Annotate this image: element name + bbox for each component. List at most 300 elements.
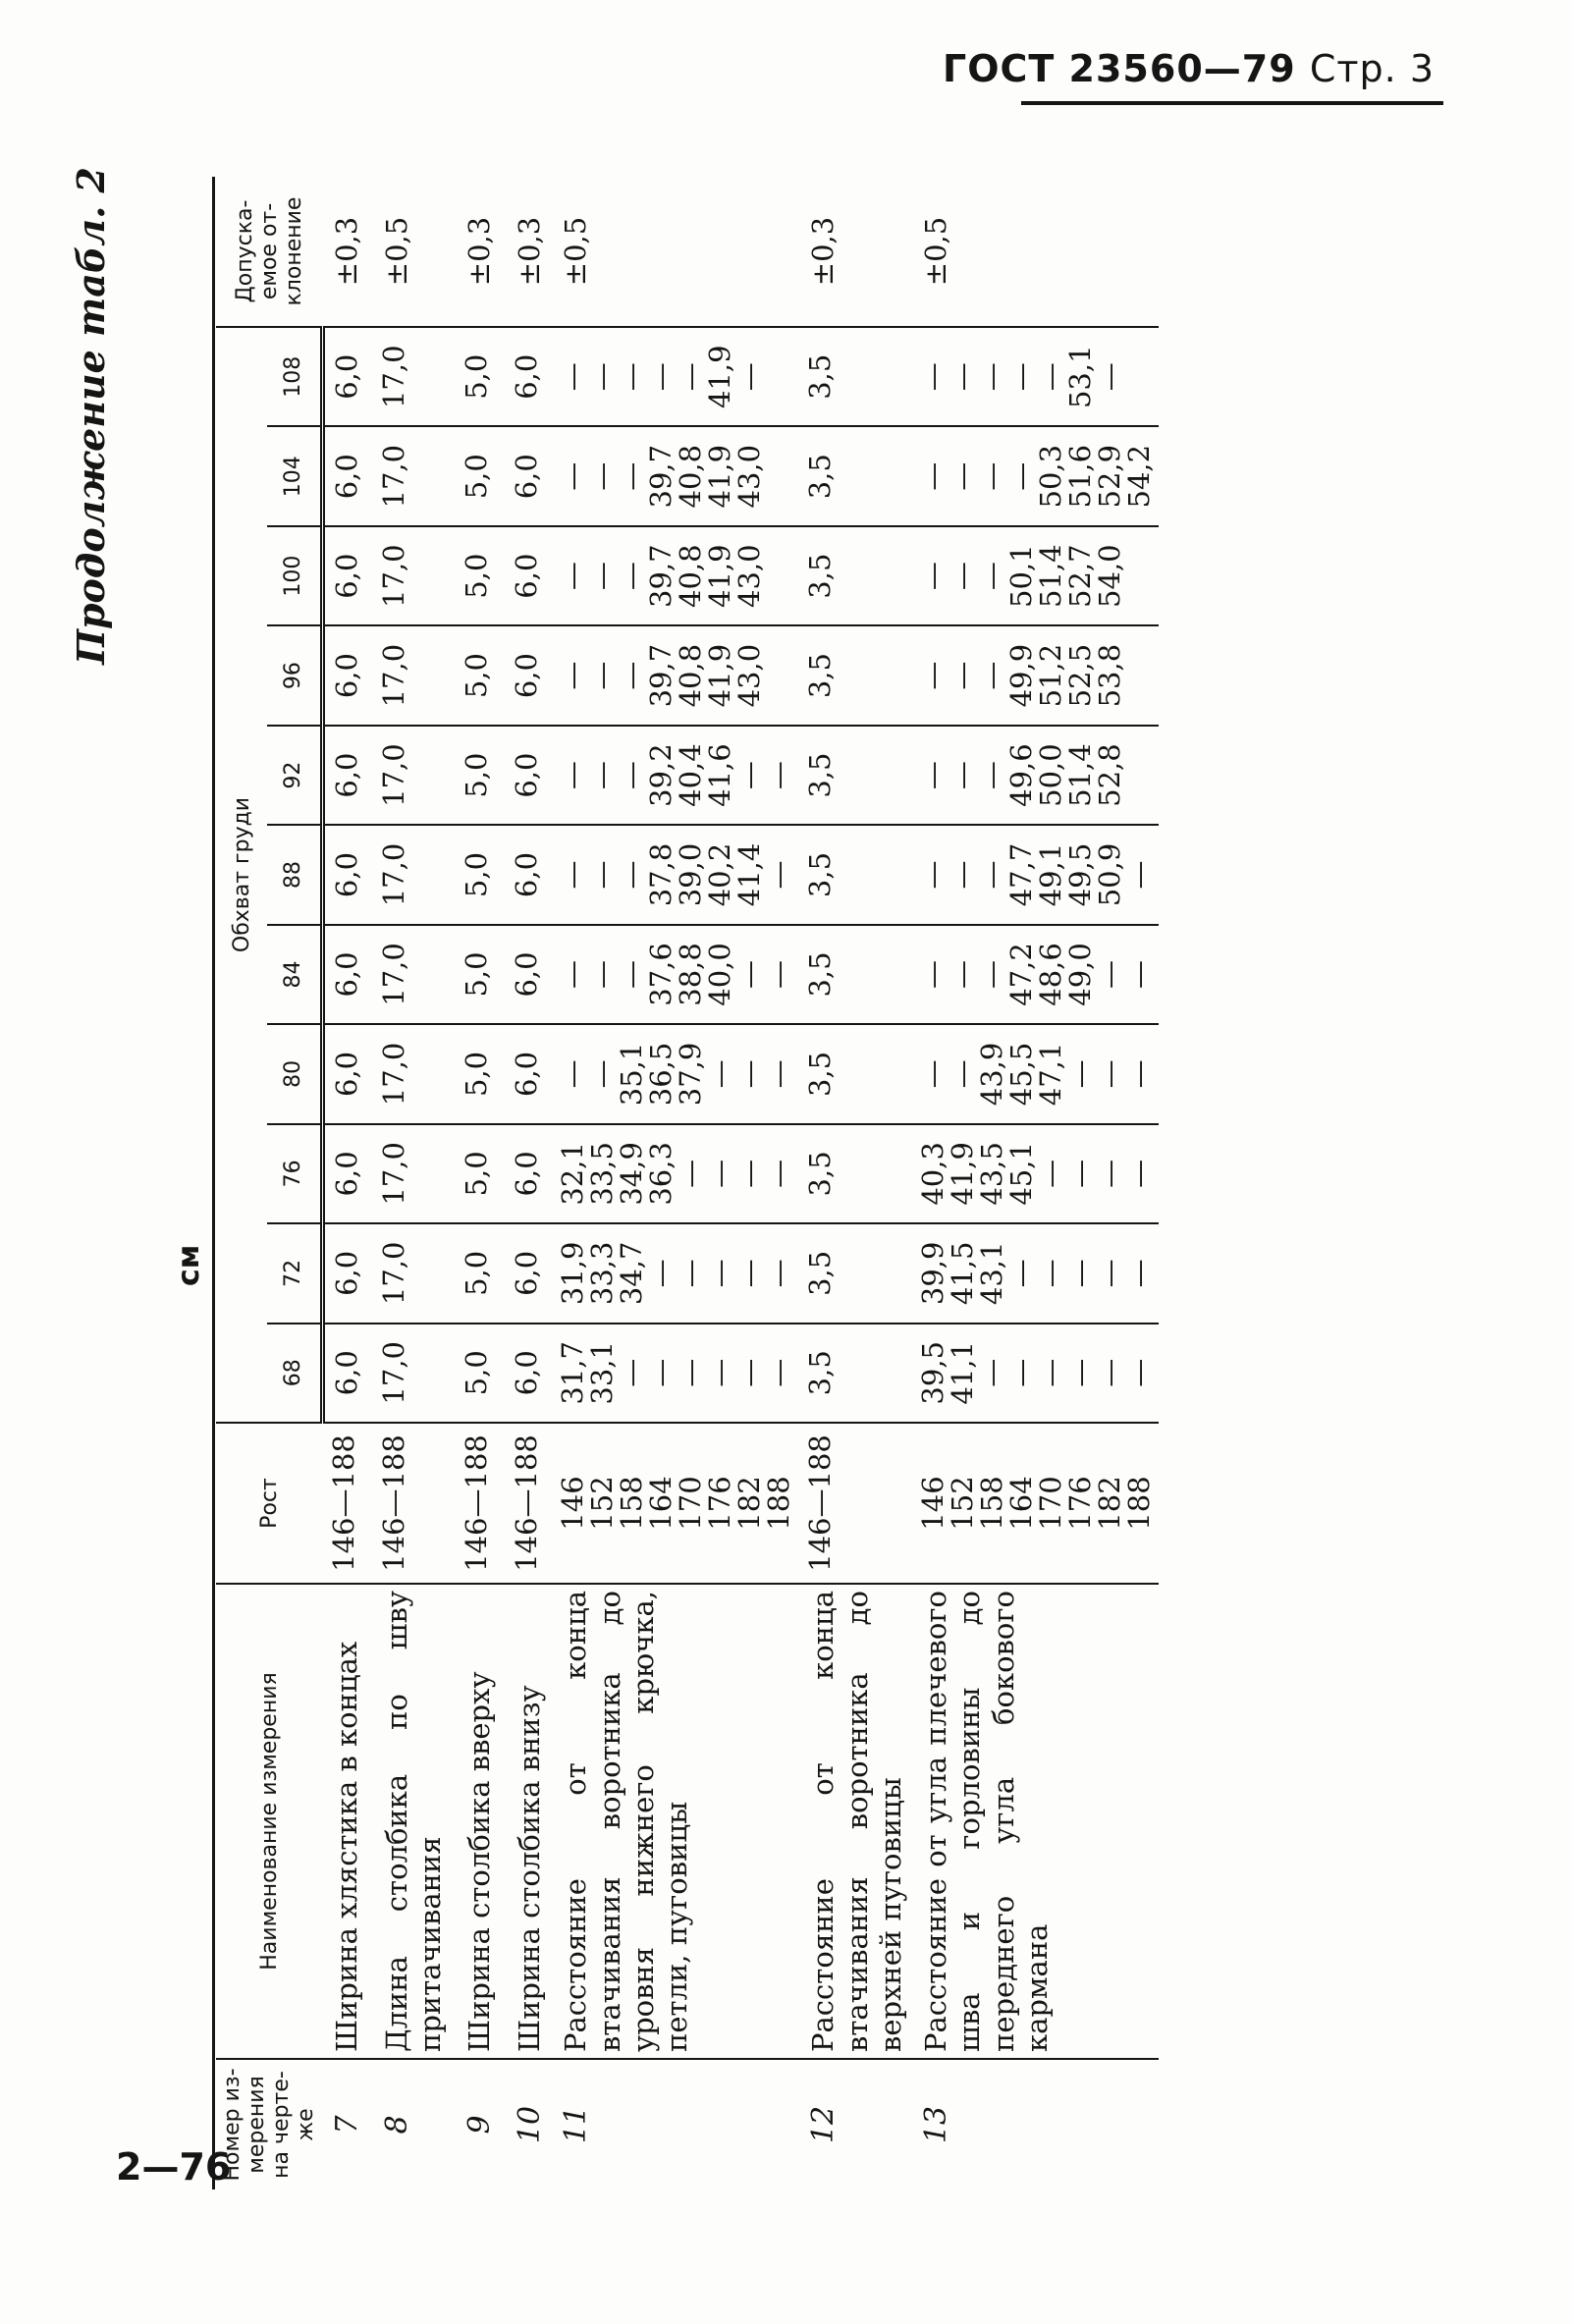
cell-value: 5,0 bbox=[460, 1151, 494, 1197]
value-cell-chest-100 bbox=[798, 526, 915, 625]
value-cell-chest-68 bbox=[372, 1324, 455, 1423]
value-cell-chest-80 bbox=[505, 1024, 555, 1123]
value-cell-chest-96 bbox=[505, 625, 555, 725]
cell-value: 3,5 bbox=[803, 951, 838, 998]
value-cell-chest-76 bbox=[372, 1124, 455, 1223]
value-cell-chest-76 bbox=[455, 1124, 505, 1223]
header-name: Наименование измерения bbox=[216, 1584, 322, 2059]
value-cell-chest-80 bbox=[322, 1024, 372, 1123]
cell-value: — bbox=[762, 959, 796, 989]
cell-value: 34,7 bbox=[615, 1241, 649, 1306]
cell-value: 36,3 bbox=[644, 1142, 678, 1206]
height-value: 164 bbox=[1004, 1476, 1039, 1531]
height-value: 170 bbox=[1034, 1476, 1068, 1531]
header-chest-104: 104 bbox=[267, 426, 322, 525]
header-chest-group: Обхват груди bbox=[216, 327, 267, 1423]
cell-value: 37,6 bbox=[644, 943, 678, 1006]
cell-value: 3,5 bbox=[803, 653, 838, 699]
cell-value: — bbox=[585, 661, 620, 690]
cell-value: — bbox=[1034, 1159, 1068, 1188]
measurement-name: Ширина хлястика в концах bbox=[322, 1584, 372, 2059]
cell-value: 6,0 bbox=[329, 951, 363, 998]
cell-value: 17,0 bbox=[377, 444, 410, 509]
table-row bbox=[555, 177, 798, 2189]
standard-number: ГОСТ 23560—79 bbox=[943, 47, 1296, 90]
value-cell-chest-80 bbox=[555, 1024, 798, 1123]
measurement-number: 8 bbox=[380, 2115, 414, 2135]
value-cell-chest-72 bbox=[505, 1223, 555, 1323]
cell-value: — bbox=[975, 661, 1009, 690]
header-chest-80: 80 bbox=[267, 1024, 322, 1123]
value-cell-chest-88 bbox=[505, 825, 555, 924]
value-cell-chest-92 bbox=[455, 726, 505, 825]
cell-value: 34,9 bbox=[615, 1142, 649, 1206]
cell-value: — bbox=[615, 461, 649, 491]
cell-value: — bbox=[556, 661, 590, 690]
tolerance-value: ±0,3 bbox=[798, 177, 915, 327]
cell-value: 41,4 bbox=[732, 842, 767, 907]
header-height: Рост bbox=[216, 1423, 322, 1584]
value-cell-chest-92 bbox=[798, 726, 915, 825]
height-cell bbox=[798, 1423, 915, 1584]
cell-value: — bbox=[615, 959, 649, 989]
tolerance-value: ±0,5 bbox=[555, 177, 798, 327]
value-cell-chest-88 bbox=[372, 825, 455, 924]
cell-value: — bbox=[916, 661, 950, 690]
cell-value: 53,1 bbox=[1063, 345, 1098, 409]
value-cell-chest-92 bbox=[505, 726, 555, 825]
value-cell-chest-96 bbox=[555, 625, 798, 725]
cell-value: 49,1 bbox=[1034, 842, 1068, 907]
cell-value: — bbox=[946, 461, 980, 491]
value-cell-chest-88 bbox=[455, 825, 505, 924]
cell-value: 17,0 bbox=[377, 842, 410, 907]
table-body bbox=[322, 177, 1159, 2189]
cell-value: — bbox=[644, 1358, 678, 1387]
cell-value: 45,1 bbox=[1004, 1142, 1039, 1206]
cell-value: 6,0 bbox=[510, 1151, 544, 1197]
cell-value: — bbox=[916, 562, 950, 591]
cell-value: — bbox=[916, 461, 950, 491]
cell-value: 17,0 bbox=[377, 544, 410, 608]
cell-value: — bbox=[644, 362, 678, 392]
cell-value: 6,0 bbox=[329, 1051, 363, 1097]
cell-value: — bbox=[1122, 959, 1157, 989]
value-cell-chest-92 bbox=[915, 726, 1159, 825]
cell-value: 6,0 bbox=[329, 454, 363, 500]
table-row bbox=[915, 177, 1159, 2189]
value-cell-chest-108 bbox=[555, 327, 798, 426]
tolerance-value: ±0,3 bbox=[505, 177, 555, 327]
cell-value: — bbox=[916, 1059, 950, 1089]
cell-value: — bbox=[1063, 1358, 1098, 1387]
table-row bbox=[372, 177, 455, 2189]
cell-value: 51,6 bbox=[1063, 444, 1098, 509]
value-cell-chest-96 bbox=[322, 625, 372, 725]
cell-value: 17,0 bbox=[377, 743, 410, 807]
rotated-table-page bbox=[69, 147, 1453, 2229]
cell-value: — bbox=[1122, 860, 1157, 890]
measurement-number: 9 bbox=[462, 2115, 498, 2135]
cell-value: 51,4 bbox=[1063, 743, 1098, 807]
cell-value: — bbox=[703, 1159, 737, 1188]
value-cell-chest-108 bbox=[798, 327, 915, 426]
cell-value: 39,0 bbox=[674, 842, 708, 907]
value-cell-chest-108 bbox=[322, 327, 372, 426]
cell-value: 6,0 bbox=[329, 752, 363, 798]
cell-value: 43,0 bbox=[732, 544, 767, 608]
value-cell-chest-88 bbox=[555, 825, 798, 924]
cell-value: 3,5 bbox=[803, 851, 838, 898]
cell-value bbox=[1125, 334, 1155, 419]
value-cell-chest-100 bbox=[555, 526, 798, 625]
cell-value: 39,7 bbox=[644, 643, 678, 708]
cell-value: — bbox=[1034, 1259, 1068, 1288]
cell-value: — bbox=[1093, 1259, 1127, 1288]
table-caption: Продолжение табл. 2 bbox=[69, 167, 113, 665]
value-cell-chest-76 bbox=[915, 1124, 1159, 1223]
cell-value: — bbox=[946, 860, 980, 890]
value-cell-chest-104 bbox=[322, 426, 372, 525]
cell-value: 49,9 bbox=[1004, 643, 1039, 708]
tolerance-value: ±0,5 bbox=[372, 177, 455, 327]
cell-value: 5,0 bbox=[460, 653, 494, 699]
cell-value: — bbox=[1034, 1358, 1068, 1387]
value-cell-chest-92 bbox=[372, 726, 455, 825]
cell-value: — bbox=[1034, 362, 1068, 392]
cell-value: 40,8 bbox=[674, 643, 708, 708]
cell-value: 40,0 bbox=[703, 943, 737, 1006]
cell-value: — bbox=[1122, 1358, 1157, 1387]
value-cell-chest-80 bbox=[455, 1024, 505, 1123]
cell-value bbox=[1125, 533, 1155, 619]
cell-value: 45,5 bbox=[1004, 1042, 1039, 1107]
value-cell-chest-88 bbox=[798, 825, 915, 924]
value-cell-chest-72 bbox=[322, 1223, 372, 1323]
value-cell-chest-84 bbox=[455, 925, 505, 1024]
cell-value: — bbox=[556, 959, 590, 989]
height-cell bbox=[505, 1423, 555, 1584]
value-cell-chest-76 bbox=[555, 1124, 798, 1223]
cell-value: 6,0 bbox=[510, 353, 544, 400]
value-cell-chest-68 bbox=[798, 1324, 915, 1423]
cell-value: 17,0 bbox=[377, 643, 410, 708]
cell-value: 41,5 bbox=[946, 1241, 980, 1306]
measurement-name: Ширина столбика вверху bbox=[455, 1584, 505, 2059]
value-cell-chest-104 bbox=[555, 426, 798, 525]
cell-value: 39,9 bbox=[916, 1241, 950, 1306]
cell-value: — bbox=[975, 562, 1009, 591]
cell-value: 31,9 bbox=[556, 1241, 590, 1306]
cell-value: 5,0 bbox=[460, 851, 494, 898]
measurement-name: Длина столбика по шву притачивания bbox=[372, 1584, 455, 2059]
cell-value: — bbox=[975, 761, 1009, 790]
cell-value bbox=[765, 533, 794, 619]
cell-value: 3,5 bbox=[803, 752, 838, 798]
cell-value: 54,2 bbox=[1122, 444, 1157, 509]
height-value: 176 bbox=[703, 1476, 737, 1531]
cell-value: 3,5 bbox=[803, 1350, 838, 1396]
page-footer-code: 2—76 bbox=[116, 2145, 232, 2189]
cell-value: 40,8 bbox=[674, 444, 708, 509]
height-value: 146 bbox=[556, 1476, 590, 1531]
header-chest-108: 108 bbox=[267, 327, 322, 426]
cell-value: 48,6 bbox=[1034, 943, 1068, 1006]
cell-value: 41,9 bbox=[703, 643, 737, 708]
cell-value: 39,2 bbox=[644, 743, 678, 807]
cell-value: — bbox=[1063, 1059, 1098, 1089]
value-cell-chest-108 bbox=[455, 327, 505, 426]
cell-value: — bbox=[674, 1159, 708, 1188]
cell-value: 51,4 bbox=[1034, 544, 1068, 608]
height-value: 158 bbox=[975, 1476, 1009, 1531]
cell-value: — bbox=[615, 562, 649, 591]
cell-value: — bbox=[585, 959, 620, 989]
value-cell-chest-72 bbox=[555, 1223, 798, 1323]
tolerance-value: ±0,5 bbox=[915, 177, 1159, 327]
cell-value: — bbox=[732, 1159, 767, 1188]
height-value: 182 bbox=[1093, 1476, 1127, 1531]
value-cell-chest-84 bbox=[555, 925, 798, 1024]
height-value: 146—188 bbox=[327, 1434, 360, 1572]
cell-value: — bbox=[703, 1059, 737, 1089]
header-rule bbox=[1021, 101, 1443, 105]
page-number: Стр. 3 bbox=[1309, 47, 1435, 90]
cell-value: — bbox=[674, 1358, 708, 1387]
cell-value: 6,0 bbox=[510, 752, 544, 798]
value-cell-chest-68 bbox=[505, 1324, 555, 1423]
cell-value: — bbox=[946, 562, 980, 591]
cell-value: — bbox=[1122, 1059, 1157, 1089]
measurement-name: Ширина столбика внизу bbox=[505, 1584, 555, 2059]
value-cell-chest-96 bbox=[455, 625, 505, 725]
value-cell-chest-104 bbox=[455, 426, 505, 525]
height-value: 152 bbox=[946, 1476, 980, 1531]
cell-value: 52,5 bbox=[1063, 643, 1098, 708]
table-row bbox=[798, 177, 915, 2189]
measurement-number: 10 bbox=[513, 2105, 548, 2144]
measurement-name: Расстояние от угла плечевого шва и горловины до переднего угла бокового кармана bbox=[915, 1584, 1159, 2059]
value-cell-chest-80 bbox=[372, 1024, 455, 1123]
height-value: 188 bbox=[762, 1476, 796, 1531]
measurement-number: 11 bbox=[559, 2105, 594, 2144]
header-chest-76: 76 bbox=[267, 1124, 322, 1223]
height-cell bbox=[455, 1423, 505, 1584]
measurement-number: 12 bbox=[806, 2105, 841, 2144]
height-cell bbox=[322, 1423, 372, 1584]
cell-value: 5,0 bbox=[460, 951, 494, 998]
cell-value: — bbox=[615, 1358, 649, 1387]
cell-value: — bbox=[975, 461, 1009, 491]
cell-value: 52,8 bbox=[1093, 743, 1127, 807]
cell-value: 17,0 bbox=[377, 1241, 410, 1306]
cell-value: — bbox=[585, 461, 620, 491]
cell-value: — bbox=[556, 761, 590, 790]
cell-value: 33,3 bbox=[585, 1241, 620, 1306]
tolerance-value: ±0,3 bbox=[455, 177, 505, 327]
cell-value: — bbox=[1093, 1358, 1127, 1387]
cell-value: — bbox=[1093, 1159, 1127, 1188]
cell-value: 47,2 bbox=[1004, 943, 1039, 1006]
cell-value: — bbox=[585, 1059, 620, 1089]
cell-value: 6,0 bbox=[329, 553, 363, 599]
cell-value: — bbox=[585, 562, 620, 591]
height-value: 146—188 bbox=[803, 1434, 838, 1572]
cell-value: 40,8 bbox=[674, 544, 708, 608]
value-cell-chest-88 bbox=[322, 825, 372, 924]
unit-label: см bbox=[172, 1244, 206, 1286]
cell-value: 43,0 bbox=[732, 444, 767, 509]
cell-value: — bbox=[585, 362, 620, 392]
header-tolerance: Допуска-емое от-клонение bbox=[216, 177, 322, 327]
cell-value: 50,1 bbox=[1004, 544, 1039, 608]
value-cell-chest-104 bbox=[798, 426, 915, 525]
cell-value: — bbox=[975, 860, 1009, 890]
measurement-name: Расстояние от конца втачивания воротника до уровня нижнего крючка, петли, пуговицы bbox=[555, 1584, 798, 2059]
cell-value: — bbox=[1093, 362, 1127, 392]
cell-value: 33,5 bbox=[585, 1142, 620, 1206]
cell-value: 50,0 bbox=[1034, 743, 1068, 807]
cell-value: 6,0 bbox=[329, 353, 363, 400]
height-value: 146—188 bbox=[510, 1434, 544, 1572]
value-cell-chest-88 bbox=[915, 825, 1159, 924]
cell-value: 6,0 bbox=[510, 454, 544, 500]
height-value: 164 bbox=[644, 1476, 678, 1531]
value-cell-chest-84 bbox=[372, 925, 455, 1024]
cell-value: — bbox=[916, 959, 950, 989]
cell-value: 49,0 bbox=[1063, 943, 1098, 1006]
tolerance-value: ±0,3 bbox=[322, 177, 372, 327]
cell-value: — bbox=[975, 959, 1009, 989]
value-cell-chest-104 bbox=[915, 426, 1159, 525]
height-value: 158 bbox=[615, 1476, 649, 1531]
cell-value: — bbox=[762, 1059, 796, 1089]
value-cell-chest-96 bbox=[372, 625, 455, 725]
value-cell-chest-100 bbox=[505, 526, 555, 625]
cell-value: — bbox=[946, 362, 980, 392]
value-cell-chest-80 bbox=[915, 1024, 1159, 1123]
height-value: 176 bbox=[1063, 1476, 1098, 1531]
cell-value: 3,5 bbox=[803, 1051, 838, 1097]
cell-value: 3,5 bbox=[803, 1250, 838, 1296]
cell-value: 41,1 bbox=[946, 1340, 980, 1405]
table-row bbox=[322, 177, 372, 2189]
cell-value: 17,0 bbox=[377, 1340, 410, 1405]
cell-value: — bbox=[732, 1358, 767, 1387]
value-cell-chest-76 bbox=[798, 1124, 915, 1223]
value-cell-chest-96 bbox=[798, 625, 915, 725]
cell-value: 6,0 bbox=[510, 553, 544, 599]
cell-value bbox=[765, 632, 794, 718]
cell-value: — bbox=[674, 1259, 708, 1288]
cell-value: 40,4 bbox=[674, 743, 708, 807]
cell-value: 35,1 bbox=[615, 1042, 649, 1107]
cell-value: 6,0 bbox=[510, 1350, 544, 1396]
header-chest-72: 72 bbox=[267, 1223, 322, 1323]
cell-value: — bbox=[762, 761, 796, 790]
cell-value: 51,2 bbox=[1034, 643, 1068, 708]
cell-value: — bbox=[1004, 1358, 1039, 1387]
header-number: Номер из-мерения на черте-же bbox=[220, 2068, 318, 2182]
cell-value: 39,7 bbox=[644, 444, 678, 509]
cell-value: — bbox=[732, 1259, 767, 1288]
cell-value: 5,0 bbox=[460, 1250, 494, 1296]
height-value: 146—188 bbox=[377, 1434, 410, 1572]
cell-value: 17,0 bbox=[377, 943, 410, 1006]
cell-value: 40,2 bbox=[703, 842, 737, 907]
cell-value: — bbox=[674, 362, 708, 392]
cell-value bbox=[1125, 632, 1155, 718]
cell-value: 50,9 bbox=[1093, 842, 1127, 907]
cell-value: 53,8 bbox=[1093, 643, 1127, 708]
cell-value: — bbox=[1004, 362, 1039, 392]
cell-value: — bbox=[732, 959, 767, 989]
value-cell-chest-100 bbox=[915, 526, 1159, 625]
cell-value: 49,6 bbox=[1004, 743, 1039, 807]
cell-value: — bbox=[762, 860, 796, 890]
cell-value: — bbox=[615, 761, 649, 790]
cell-value: 41,9 bbox=[703, 444, 737, 509]
height-value: 146—188 bbox=[460, 1434, 494, 1572]
cell-value: — bbox=[1093, 959, 1127, 989]
cell-value: 6,0 bbox=[510, 1051, 544, 1097]
cell-value: 49,5 bbox=[1063, 842, 1098, 907]
cell-value: 37,8 bbox=[644, 842, 678, 907]
cell-value: 39,7 bbox=[644, 544, 678, 608]
cell-value: 17,0 bbox=[377, 1142, 410, 1206]
value-cell-chest-104 bbox=[372, 426, 455, 525]
table-top-rule bbox=[212, 177, 215, 2189]
value-cell-chest-68 bbox=[555, 1324, 798, 1423]
cell-value: — bbox=[703, 1358, 737, 1387]
cell-value: — bbox=[762, 1358, 796, 1387]
cell-value: 36,5 bbox=[644, 1042, 678, 1107]
cell-value: 38,8 bbox=[674, 943, 708, 1006]
cell-value: — bbox=[1063, 1259, 1098, 1288]
cell-value: 3,5 bbox=[803, 454, 838, 500]
cell-value: 50,3 bbox=[1034, 444, 1068, 509]
cell-value: 43,9 bbox=[975, 1042, 1009, 1107]
cell-value: — bbox=[946, 761, 980, 790]
cell-value: 41,9 bbox=[703, 544, 737, 608]
page-header bbox=[943, 47, 1435, 90]
height-value: 170 bbox=[674, 1476, 708, 1531]
cell-value: 37,9 bbox=[674, 1042, 708, 1107]
cell-value: — bbox=[1063, 1159, 1098, 1188]
cell-value: — bbox=[1004, 1259, 1039, 1288]
cell-value: 3,5 bbox=[803, 553, 838, 599]
cell-value: — bbox=[762, 1159, 796, 1188]
cell-value: — bbox=[916, 860, 950, 890]
header-chest-92: 92 bbox=[267, 726, 322, 825]
measurement-name: Расстояние от конца втачивания воротника до верхней пуговицы bbox=[798, 1584, 915, 2059]
cell-value: 6,0 bbox=[510, 1250, 544, 1296]
cell-value: — bbox=[585, 761, 620, 790]
cell-value: — bbox=[615, 860, 649, 890]
cell-value: — bbox=[1004, 461, 1039, 491]
measurement-table bbox=[216, 177, 1159, 2189]
cell-value: 40,3 bbox=[916, 1142, 950, 1206]
value-cell-chest-84 bbox=[915, 925, 1159, 1024]
cell-value: 43,5 bbox=[975, 1142, 1009, 1206]
cell-value: — bbox=[975, 1358, 1009, 1387]
cell-value: 6,0 bbox=[510, 653, 544, 699]
value-cell-chest-92 bbox=[322, 726, 372, 825]
value-cell-chest-68 bbox=[455, 1324, 505, 1423]
cell-value bbox=[765, 433, 794, 518]
cell-value: 39,5 bbox=[916, 1340, 950, 1405]
header-chest-68: 68 bbox=[267, 1324, 322, 1423]
